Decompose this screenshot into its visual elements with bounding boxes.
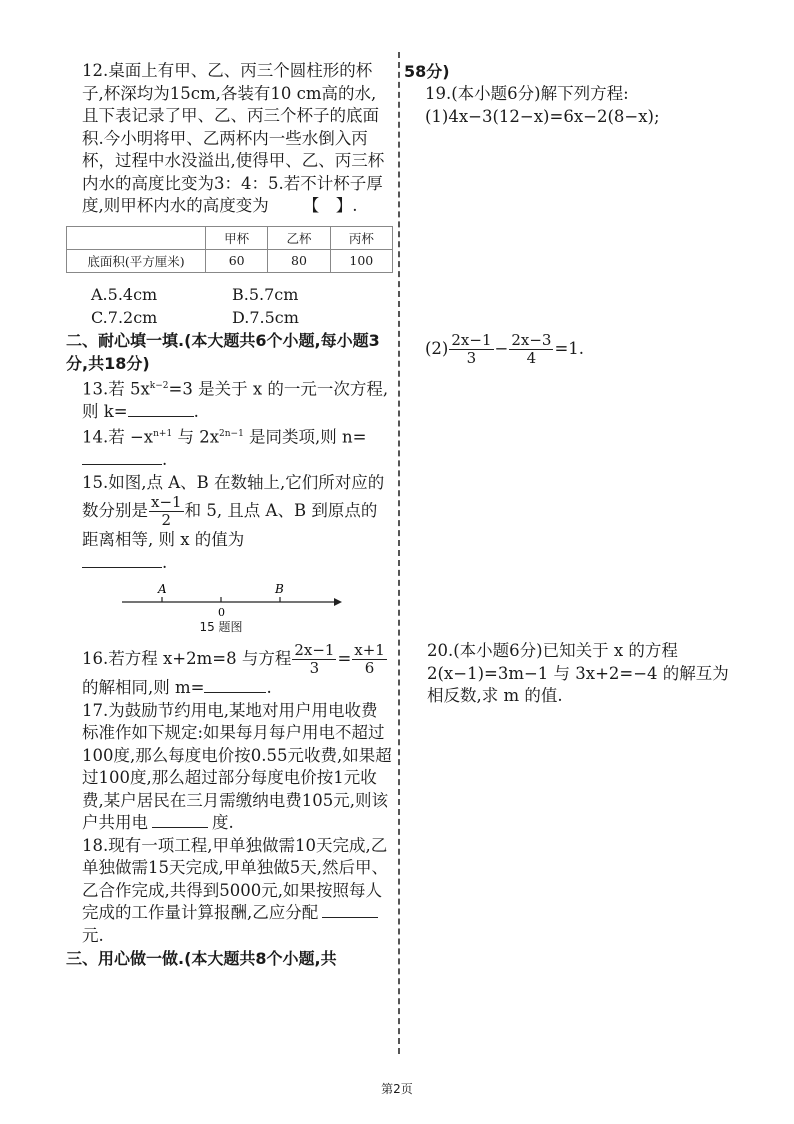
section-3-heading: 三、用心做一做.(本大题共8个小题,共 xyxy=(66,949,337,968)
fraction-denominator: 3 xyxy=(466,349,477,367)
answer-blank[interactable] xyxy=(128,402,194,417)
q13-part-b: =3 是关于 x 的一元一次方程,则 k= xyxy=(82,379,389,421)
question-18 xyxy=(66,835,392,948)
table-row-label: 底面积(平方厘米) xyxy=(67,249,206,272)
q19-title: 19.(本小题6分)解下列方程: xyxy=(425,84,629,103)
option-c: C.7.2cm xyxy=(91,307,158,327)
q17-text: 17.为鼓励节约用电,某地对用户用电收费标准作如下规定:如果每月每户用电不超过100度,那么每度电价按0.55元收费,如果超过100度,那么超过部分每度电价按1元收费,某户居民在三月需缴纳电费105元,则该户共用电 xyxy=(82,700,392,832)
question-15 xyxy=(66,472,392,575)
question-12 xyxy=(66,60,392,218)
question-19 xyxy=(413,83,743,367)
section-3-heading-continued: 58分) xyxy=(404,62,450,81)
point-a-label: A xyxy=(158,582,167,596)
origin-label: 0 xyxy=(218,606,225,619)
table-row xyxy=(67,249,393,272)
table-cell: 100 xyxy=(330,249,392,272)
q19-part-2-end: =1. xyxy=(554,339,585,358)
fraction-denominator: 2 xyxy=(161,511,172,529)
fraction-denominator: 3 xyxy=(309,659,320,677)
q17-unit: 度. xyxy=(212,813,234,832)
option-b: B.5.7cm xyxy=(232,284,299,304)
q13-part-c: . xyxy=(193,401,199,421)
page-footer: 第2页 xyxy=(381,1082,413,1096)
q16-part-a: 16.若方程 x+2m=8 与方程 xyxy=(82,649,292,668)
q14-exponent-2: 2n−1 xyxy=(219,429,244,439)
right-column xyxy=(404,60,743,705)
q18-text: 18.现有一项工程,甲单独做需10天完成,乙单独做需15天完成,甲单独做5天,然后甲、乙合作完成,共得到5000元,如果按照每人完成的工作量计算报酬,乙应分配 xyxy=(82,835,388,922)
fraction-numerator: 2x−1 xyxy=(294,641,335,659)
q19-part-2-label: (2) xyxy=(425,339,449,358)
answer-blank[interactable] xyxy=(152,813,208,828)
q12-options xyxy=(66,283,392,329)
q16-fraction-2 xyxy=(352,642,387,677)
fraction-denominator: 4 xyxy=(526,349,537,367)
left-column xyxy=(66,60,392,970)
arrow-icon xyxy=(334,598,342,606)
q14-part-d: . xyxy=(162,450,168,469)
q13-part-a: 13.若 5x xyxy=(82,379,150,398)
answer-blank[interactable] xyxy=(204,678,266,693)
q12-bracket: 【 】. xyxy=(302,196,358,215)
table-header-cell xyxy=(67,226,206,249)
q19-part-1: (1)4x−3(12−x)=6x−2(8−x); xyxy=(425,106,660,126)
fraction-numerator: x+1 xyxy=(354,641,385,659)
table-header-cell: 乙杯 xyxy=(268,226,330,249)
number-line-figure xyxy=(66,580,392,638)
q12-text: 12.桌面上有甲、乙、丙三个圆柱形的杯子,杯深均为15cm,各装有10 cm高的水,且下表记录了甲、乙、丙三个杯子的底面积.今小明将甲、乙两杯内一些水倒入丙杯，过程中水没溢出,使得甲、乙、丙三杯内水的高度比变为3：4：5.若不计杯子厚度,则甲杯内水的高度变为 xyxy=(82,61,385,215)
table-header-cell: 丙杯 xyxy=(330,226,392,249)
q19-fraction-1 xyxy=(449,332,493,367)
option-a: A.5.4cm xyxy=(91,284,158,304)
q15-part-b: 和 5, 且点 A、B 到原点的距离相等, 则 x 的值为 xyxy=(82,501,378,549)
question-17 xyxy=(66,700,392,835)
q18-unit: 元. xyxy=(82,925,104,945)
answer-blank[interactable] xyxy=(82,553,162,568)
number-line xyxy=(116,580,342,620)
q16-fraction-1 xyxy=(292,642,336,677)
fraction-denominator: 6 xyxy=(364,659,375,677)
table-header-row xyxy=(67,226,393,249)
q20-text: 20.(本小题6分)已知关于 x 的方程 2(x−1)=3m−1 与 3x+2=−4 的解互为相反数,求 m 的值. xyxy=(427,641,729,705)
q15-fraction xyxy=(149,494,184,529)
q14-part-a: 14.若 −x xyxy=(82,427,154,447)
base-area-table xyxy=(66,226,393,273)
answer-blank[interactable] xyxy=(322,903,378,918)
q14-exponent-1: n+1 xyxy=(153,429,173,439)
table-cell: 60 xyxy=(206,249,268,272)
q13-exponent: k−2 xyxy=(149,380,169,391)
q15-part-c: . xyxy=(162,552,168,572)
column-divider xyxy=(398,52,400,1054)
option-d: D.7.5cm xyxy=(232,307,299,327)
table-cell: 80 xyxy=(268,249,330,272)
q19-minus: − xyxy=(494,339,509,358)
q15-part-a: 15.如图,点 A、B 在数轴上,它们所对应的数分别是 xyxy=(82,472,385,520)
q16-equals: = xyxy=(337,649,352,668)
fraction-numerator: 2x−1 xyxy=(451,331,492,349)
question-13 xyxy=(66,375,392,424)
q19-part-2 xyxy=(425,332,743,367)
table-header-cell: 甲杯 xyxy=(206,226,268,249)
question-16 xyxy=(66,642,392,700)
q19-fraction-2 xyxy=(509,332,553,367)
section-2-heading: 二、耐心填一填.(本大题共6个小题,每小题3分,共18分) xyxy=(66,330,380,373)
q14-part-c: 是同类项,则 n= xyxy=(243,427,367,447)
q16-part-c: . xyxy=(266,678,272,697)
q16-part-b: 的解相同,则 m= xyxy=(82,678,205,697)
q14-part-b: 与 2x xyxy=(172,427,219,447)
question-20 xyxy=(427,640,745,708)
figure-caption: 15 题图 xyxy=(199,620,243,634)
fraction-numerator: x−1 xyxy=(151,493,182,511)
point-b-label: B xyxy=(275,582,284,596)
fraction-numerator: 2x−3 xyxy=(511,331,552,349)
answer-blank[interactable] xyxy=(82,450,162,465)
question-14 xyxy=(66,423,392,472)
